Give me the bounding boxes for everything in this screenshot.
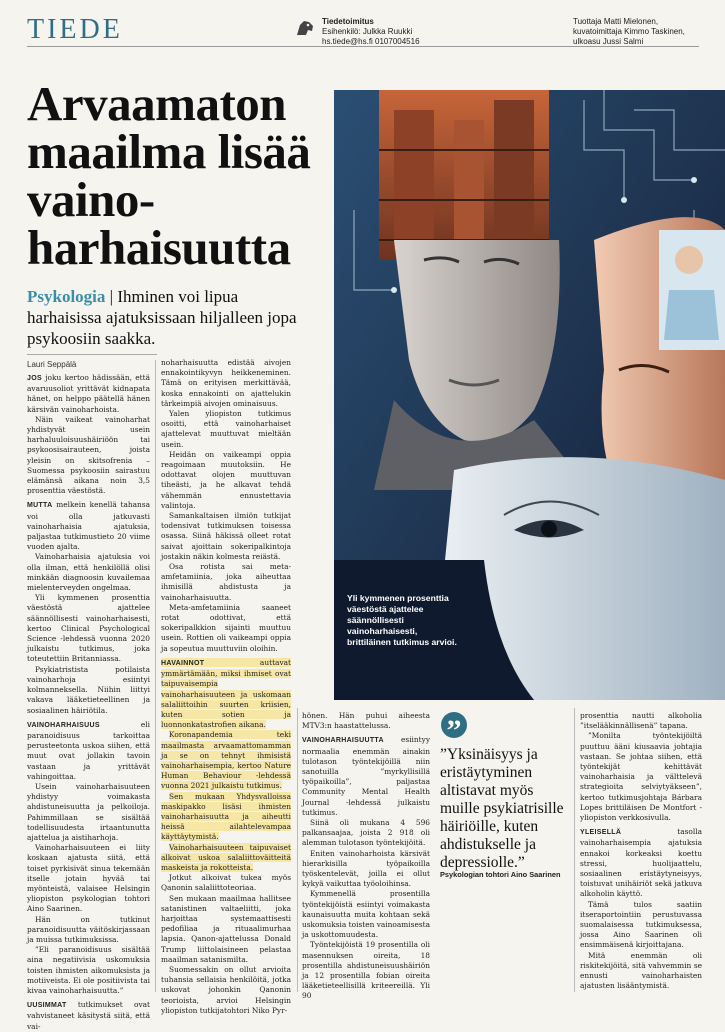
desk-name: Tiedetoimitus: [322, 17, 374, 26]
top-rule: [27, 46, 699, 47]
masthead-credits: [573, 17, 685, 47]
article-column-4: [580, 711, 702, 991]
section-label: TIEDE: [27, 14, 123, 45]
lead-kicker: Psykologia: [27, 287, 106, 306]
desk-editor: Esihenkilö: Julkka Ruukki: [322, 27, 413, 36]
illustration-caption: Yli kymmenen prosenttia väestöstä ajattelee säännöllisesti vainoharhaisesti, brittiläinen tutkimus arvioi.: [347, 593, 457, 647]
column-divider: [574, 708, 575, 992]
paragraph: Samankaltaisen ilmiön tutkijat todensivat tutkimuksen toisessa osassa. Siinä häkissä olleet rotat saivat ajoittain sokeripalkintoja jostakin näkin kolmesta reiästä.: [161, 511, 291, 561]
paragraph: JOS joku kertoo hädissään, että avaruusoliot yrittävät kidnapata hänet, on helppo päätellä hänen kärsivän vainoharhoista.: [27, 373, 150, 414]
lion-crest-icon: [294, 17, 316, 39]
column-divider: [155, 360, 156, 992]
article-column-1: [27, 373, 150, 1032]
paragraph: Heidän on vaikeampi oppia reagoimaan muutoksiin. He odottavat olojen muuttuvan tiheästi, ja he alkavat tehdä vähemmän ennustettavia valintoja.: [161, 449, 291, 510]
highlighted-paragraph: HAVAINNOT auttavat ymmärtämään, miksi ihmiset ovat taipuvaisempia vainoharhaisuuteen ja uskomaan salaliittoihin suurten kriisien, kuten sotien ja luonnonkatastrofien aikana.: [161, 657, 291, 730]
lead-paragraph: [27, 286, 317, 349]
highlighted-paragraph: Vainoharhaisuuteen taipuvaiset alkoivat uskoa salaliittoväitteitä maskeista ja rokotteista.: [161, 842, 291, 872]
masthead-desk-info: [322, 17, 420, 47]
paragraph: Psykiatristista potilaista vainoharhoja esiintyi kolmanneksella. Niihin liittyi vakava lääketieteellinen ja sosiaalinen häiriötila.: [27, 664, 150, 715]
column-divider: [297, 708, 298, 992]
paragraph: Vainoharhaisuuteen ei liity koskaan ajatusta siitä, että toiset pyrkisivät sinua tekemään itselle jotain hyvää tai myönteistä, valaisee Helsingin yliopiston psykologian tohtori Aino Saarinen.: [27, 843, 150, 914]
paragraph: ”Eli paranoidisuus sisältää aina negatiivisia uskomuksia toisten ihmisten aikomuksista ja motiiveista. Ei ole positiivista tai kivaa vainoharhaisuutta.”: [27, 945, 150, 995]
article-column-2: [161, 358, 291, 1016]
credits-line-3: ulkoasu Jussi Salmi: [573, 37, 644, 46]
lead-text: Ihminen voi lipua harhaisissa ajatuksissaan hiljalleen jopa psykoosiin saakka.: [27, 287, 297, 348]
paragraph: VAINOHARHAISUUTTA esiintyy normaalia enemmän ainakin tulotason työntekijöillä niin sanotuilla ”myrkyllisillä työpaikoilla”, paljastaa Community Mental Health Journal -lehdessä julkaistu tutkimus.: [302, 735, 430, 817]
headline: Arvaamaton maailma lisää vaino-harhaisuutta: [27, 76, 311, 275]
paragraph: Jotkut alkoivat tukea myös Qanonin salaliittoteoriaa.: [161, 873, 291, 893]
paragraph: Osa rotista sai meta-amfetamiinia, joka aiheuttaa ihmisillä ahdistusta ja vainoharhaisuutta.: [161, 562, 291, 602]
desk-contact[interactable]: hs.tiede@hs.fi 0107004516: [322, 37, 420, 46]
paragraph: VAINOHARHAISUUS eli paranoidisuus tarkoittaa perusteetonta uskoa siihen, että muut ovat jollakin tavoin vastaan ja yrittävät vahingoittaa.: [27, 719, 150, 781]
author-byline: Lauri Seppälä: [27, 360, 77, 369]
paragraph: UUSIMMAT tutkimukset ovat vahvistaneet käsitystä siitä, että vai-: [27, 1000, 150, 1031]
paragraph: Mitä enemmän oli riskitekijöitä, sitä vahvemmin se ennusti vainoharhaisten ajatusten lisääntymistä.: [580, 950, 702, 991]
paragraph: Sen mukaan maailmaa hallitsee satanistinen valtaeliitti, joka harjoittaa systemaattisesti pedofiliaa ja rituaalimurhaa lapsia. Qanon-ajattelussa Donald Trump liittolaisineen pelastaa maailman satanismilta.: [161, 893, 291, 964]
author-rule: [27, 354, 157, 355]
paragraph: Kymmenellä prosentilla työntekijöistä esiintyi voimakasta kaunaisuutta muita kohtaan sekä uskomuksia toisten vainoamisesta ja uskottomuudesta.: [302, 889, 430, 940]
article-column-3: [302, 711, 430, 1002]
paragraph: Yli kymmenen prosenttia väestöstä ajattelee säännöllisesti vainoharhaisesti, kertoo Clinical Psychological Science -lehdessä vuonna 2020 julkaistu tutkimus, joka toteutettiin Britanniassa.: [27, 593, 150, 664]
paragraph: MUTTA melkein kenellä tahansa voi olla jatkuvasti vainoharhaisia ajatuksia, paljastaa tutkimustieto 20 viime vuoden ajalta.: [27, 500, 150, 552]
credits-line-1: Tuottaja Matti Mielonen,: [573, 17, 659, 26]
paragraph: Näin vaikeat vainoharhat yhdistyvät usein harhaluuloisuushäiriöön tai psykoosisairauteen, joista yleisin on skitsofrenia – Suomessa psykoosiin sairastuu elämänsä aikana noin 3,5 prosenttia väestöstä.: [27, 414, 150, 496]
paragraph: Meta-amfetamiinia saaneet rotat odottivat, että sokeripalkkion sijainti muuttuu usein. Rottien oli vaikeampi oppia ja sopeutua muuttuviin oloihin.: [161, 602, 291, 653]
paragraph: prosenttia nautti alkoholia ”itselääkinnällisenä” tapana.: [580, 711, 702, 731]
paragraph: Tämä tulos saatiin itseraportointiin perustuvassa suomalaisessa tutkimuksessa, jossa Aino Saarinen oli ensimmäisenä kirjoittajana.: [580, 899, 702, 950]
highlighted-paragraph: Koronapandemia teki maailmasta arvaamattomamman ja se on tehnyt ihmisistä vainoharhaisempia, kertoo Nature Human Behaviour -lehdessä vuonna 2021 julkaistu tutkimus.: [161, 730, 291, 791]
pull-quote: ”Yksinäisyys ja eristäytyminen altistavat myös muille psykiatrisille häiriöille, kuten ahdistukselle ja depressiolle.”: [440, 746, 564, 871]
paragraph: hönen. Hän puhui aiheesta MTV3:n haastattelussa.: [302, 711, 430, 731]
paragraph: noharhaisuutta edistää aivojen ennakointikyvyn heikkeneminen. Tämä on erityisen merkittävää, koska ennakointi on ajattelukin tärkeimpiä aivojen ominaisuus.: [161, 358, 291, 408]
lead-separator: |: [105, 287, 118, 306]
paragraph: Vainoharhaisia ajatuksia voi olla ilman, että henkilöllä olisi minkään diagnoosin kuvailemaa mielenterveyden ongelmaa.: [27, 552, 150, 593]
paragraph: Eniten vainoharhoista kärsivät hierarkisilla työpaikoilla työskentelevät, joilla ei ollut kykyä vaikuttaa työoloihinsa.: [302, 848, 430, 889]
paragraph: Usein vainoharhaisuuteen yhdistyy voimakasta ahdistuneisuutta ja pelkoiloja. Pahimmillaan se sisältää todellisuudesta irtaantunutta ajattelua ja aistiharhoja.: [27, 781, 150, 842]
pull-quote-source: Psykologian tohtori Aino Saarinen: [440, 870, 561, 879]
paragraph: ”Monilta työntekijöiltä puuttuu ääni kiusaavia johtajia vastaan. Se johtaa siihen, että työntekijät kehittävät vainoharhaisia ja välttelevä strategioita selviytyäkseen”, kertoo tutkimusjohtaja Bárbara Lopes brittiläisen De Montfort -yliopiston verkkosivulla.: [580, 731, 702, 823]
paragraph: Siinä oli mukana 4 596 palkansaajaa, joista 2 918 oli alemman tulotason työntekijöitä.: [302, 818, 430, 848]
paragraph: Hän on tutkinut paranoidisuutta väitöskirjassaan ja muissa tutkimuksissa.: [27, 914, 150, 944]
paragraph: Työntekijöistä 19 prosentilla oli masennuksen oireita, 18 prosentilla ahdistuneisuushäiriön ja 12 prosentilla fobian oireita lääketieteellisillä kriteereillä. Yli 90: [302, 940, 430, 1001]
quote-icon: ”: [441, 712, 467, 738]
credits-line-2: kuvatoimittaja Kimmo Taskinen,: [573, 27, 685, 36]
paragraph: Yalen yliopiston tutkimus osoitti, että vainoharhaiset ajattelevat muuttuvat mieltään usein.: [161, 409, 291, 449]
paragraph: YLEISELLÄ tasolla vainoharhaisempia ajatuksia ennakoi korkeaksi koettu stressi, huolijaattelu, sosiaalinen eristäytyneisyys, toistuvat unihäiriöt sekä jatkuva alkoholin käyttö.: [580, 827, 702, 899]
paragraph: Suomessakin on ollut arvioita tuhansia sellaisia henkilöitä, jotka uskovat johonkin Qanonin teorioista, arvioi Helsingin yliopiston tutkijatohtori Niko Pyr-: [161, 964, 291, 1015]
highlighted-paragraph: Sen mukaan Yhdysvalloissa maskipakko lisäsi ihmisten vainoharhaisuutta ja aiheutti heissä ailahtelevampaa käyttäytymistä.: [161, 791, 291, 842]
